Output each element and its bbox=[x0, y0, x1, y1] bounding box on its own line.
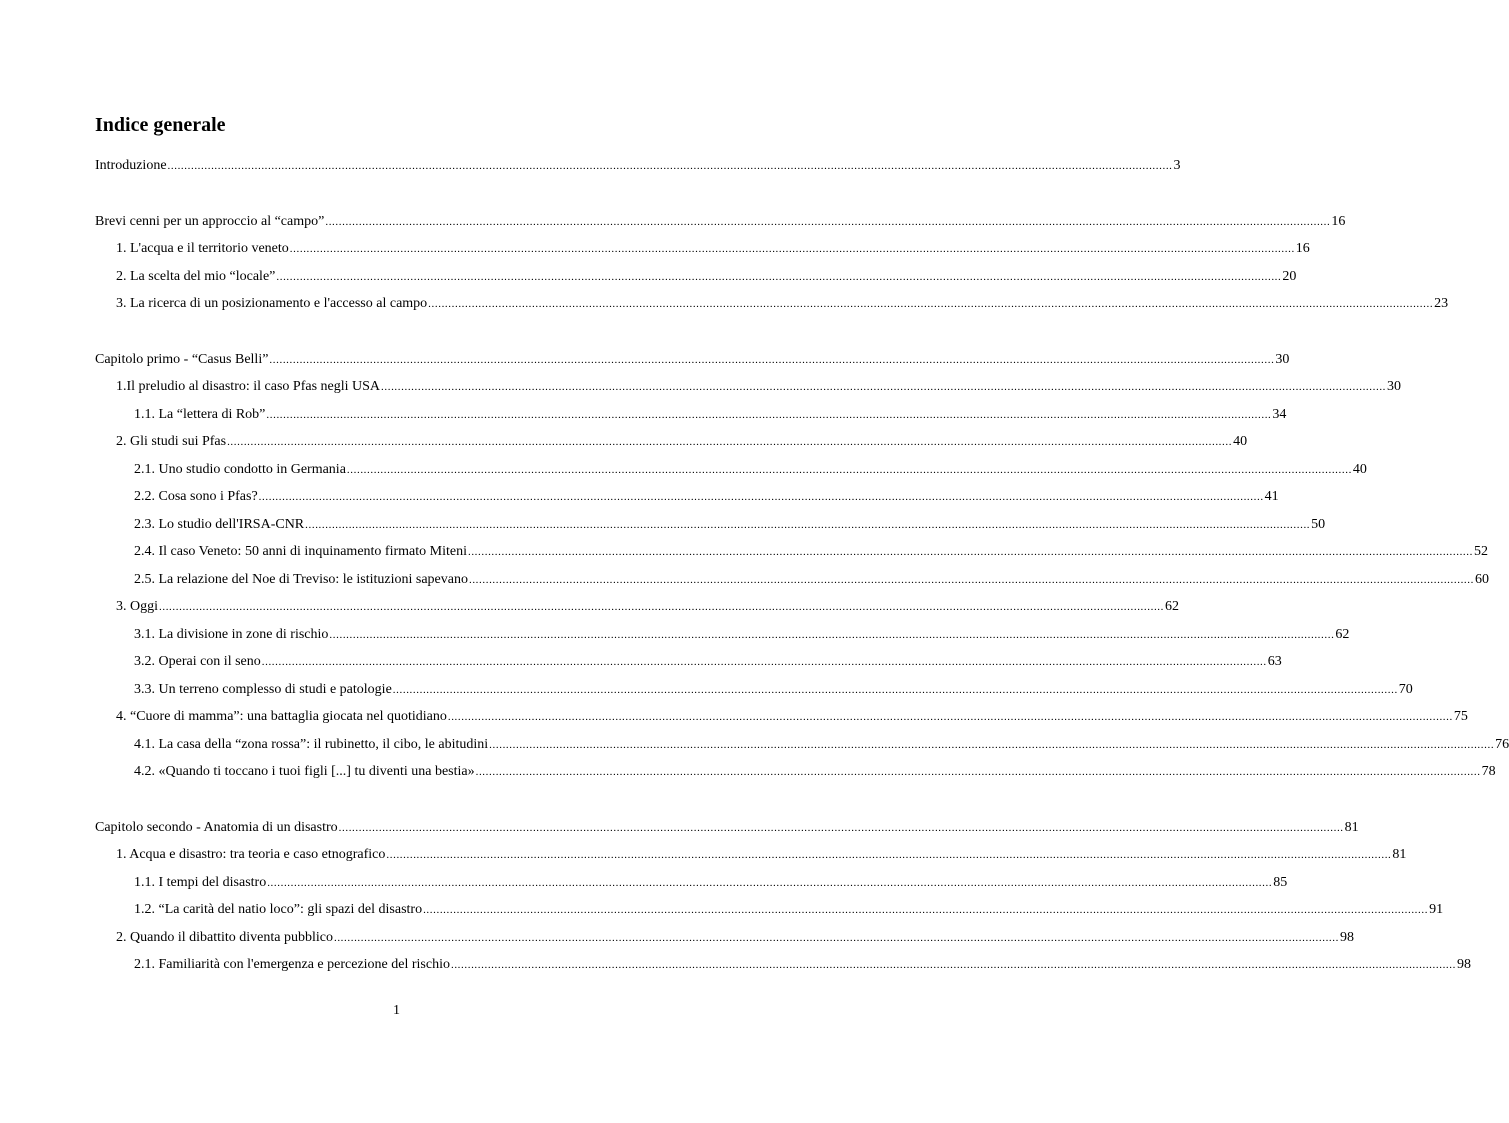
toc-leader-dots: ............................................................................................................................................................................................................................................................................................................ bbox=[325, 216, 1331, 228]
toc-leader-dots: ............................................................................................................................................................................................................................................................................................................ bbox=[159, 601, 1164, 613]
toc-leader-dots: ............................................................................................................................................................................................................................................................................................................ bbox=[428, 298, 1434, 310]
toc-leader-dots: ............................................................................................................................................................................................................................................................................................................ bbox=[261, 656, 1267, 668]
toc-entry-title: 1.1. La “lettera di Rob” bbox=[134, 407, 266, 422]
toc-entry-page: 85 bbox=[1273, 875, 1288, 890]
toc-entry-title: 3.3. Un terreno complesso di studi e patologie bbox=[134, 682, 392, 697]
toc-entry-page: 98 bbox=[1456, 957, 1471, 972]
toc-entry-title: 4. “Cuore di mamma”: una battaglia giocata nel quotidiano bbox=[116, 709, 447, 724]
toc-entry-page: 81 bbox=[1344, 820, 1359, 835]
toc-entry-title: 1. Acqua e disastro: tra teoria e caso etnografico bbox=[116, 847, 386, 862]
toc-entry-page: 98 bbox=[1339, 930, 1354, 945]
toc-entry-page: 62 bbox=[1165, 599, 1179, 614]
toc-entry[interactable] bbox=[134, 542, 1488, 562]
toc-entry-title: Capitolo primo - “Casus Belli” bbox=[95, 352, 269, 367]
toc-entry[interactable] bbox=[134, 515, 1326, 535]
toc-entry-page: 34 bbox=[1272, 407, 1287, 422]
toc-entry[interactable] bbox=[95, 212, 1346, 232]
toc-leader-dots: ............................................................................................................................................................................................................................................................................................................ bbox=[489, 739, 1495, 751]
toc-entry-title: 3.2. Operai con il seno bbox=[134, 654, 261, 669]
toc-entry-page: 52 bbox=[1473, 544, 1488, 559]
page-number: 1 bbox=[393, 1003, 400, 1018]
toc-leader-dots: ............................................................................................................................................................................................................................................................................................................ bbox=[450, 959, 1456, 971]
toc-heading: Indice generale bbox=[95, 114, 226, 136]
toc-entry-page: 91 bbox=[1429, 902, 1444, 917]
toc-entry-page: 40 bbox=[1352, 462, 1367, 477]
toc-leader-dots: ............................................................................................................................................................................................................................................................................................................ bbox=[447, 711, 1453, 723]
toc-entry[interactable] bbox=[134, 680, 1413, 700]
toc-entry-page: 70 bbox=[1398, 682, 1413, 697]
toc-entry[interactable] bbox=[134, 570, 1489, 590]
toc-entry-page: 76 bbox=[1495, 737, 1509, 752]
toc-entry-page: 50 bbox=[1311, 517, 1326, 532]
toc-entry[interactable] bbox=[134, 487, 1279, 507]
toc-entry-page: 78 bbox=[1481, 764, 1496, 779]
toc-entry-page: 16 bbox=[1331, 214, 1346, 229]
toc-entry[interactable] bbox=[116, 707, 1468, 727]
toc-entry[interactable] bbox=[116, 294, 1449, 314]
toc-entry-page: 81 bbox=[1392, 847, 1407, 862]
toc-entry-title: 2. Quando il dibattito diventa pubblico bbox=[116, 930, 333, 945]
toc-entry[interactable] bbox=[116, 267, 1297, 287]
toc-entry-title: 2. Gli studi sui Pfas bbox=[116, 434, 227, 449]
toc-entry[interactable] bbox=[116, 239, 1310, 259]
toc-entry-page: 30 bbox=[1275, 352, 1290, 367]
toc-entry[interactable] bbox=[116, 845, 1407, 865]
toc-entry-title: 2.2. Cosa sono i Pfas? bbox=[134, 489, 258, 504]
toc-entry-page: 23 bbox=[1434, 296, 1449, 311]
toc-entry-title: 2.3. Lo studio dell'IRSA-CNR bbox=[134, 517, 305, 532]
toc-leader-dots: ............................................................................................................................................................................................................................................................................................................ bbox=[423, 904, 1429, 916]
toc-entry[interactable] bbox=[95, 156, 1181, 176]
toc-entry[interactable] bbox=[116, 597, 1179, 617]
toc-entry[interactable] bbox=[134, 955, 1471, 975]
toc-entry-title: 1.Il preludio al disastro: il caso Pfas negli USA bbox=[116, 379, 381, 394]
toc-entry[interactable] bbox=[134, 625, 1350, 645]
toc-leader-dots: ............................................................................................................................................................................................................................................................................................................ bbox=[475, 766, 1481, 778]
toc-leader-dots: ............................................................................................................................................................................................................................................................................................................ bbox=[269, 354, 1275, 366]
toc-entry-title: 2.4. Il caso Veneto: 50 anni di inquinamento firmato Miteni bbox=[134, 544, 467, 559]
toc-entry-page: 62 bbox=[1335, 627, 1350, 642]
toc-leader-dots: ............................................................................................................................................................................................................................................................................................................ bbox=[392, 684, 1398, 696]
toc-entry[interactable] bbox=[116, 377, 1402, 397]
toc-leader-dots: ............................................................................................................................................................................................................................................................................................................ bbox=[338, 822, 1344, 834]
toc-entry[interactable] bbox=[134, 460, 1367, 480]
toc-entry[interactable] bbox=[116, 928, 1354, 948]
toc-entry-title: 1. L'acqua e il territorio veneto bbox=[116, 241, 289, 256]
toc-leader-dots: ............................................................................................................................................................................................................................................................................................................ bbox=[276, 271, 1282, 283]
toc-entry[interactable] bbox=[134, 900, 1444, 920]
toc-leader-dots: ............................................................................................................................................................................................................................................................................................................ bbox=[468, 574, 1474, 586]
toc-entry-page: 30 bbox=[1387, 379, 1402, 394]
toc-entry-page: 60 bbox=[1474, 572, 1489, 587]
toc-leader-dots: ............................................................................................................................................................................................................................................................................................................ bbox=[333, 932, 1339, 944]
toc-entry-page: 3 bbox=[1173, 158, 1181, 173]
toc-leader-dots: ............................................................................................................................................................................................................................................................................................................ bbox=[258, 491, 1264, 503]
toc-entry-title: 2.5. La relazione del Noe di Treviso: le istituzioni sapevano bbox=[134, 572, 468, 587]
toc-entry-title: 2.1. Uno studio condotto in Germania bbox=[134, 462, 346, 477]
toc-leader-dots: ............................................................................................................................................................................................................................................................................................................ bbox=[289, 243, 1295, 255]
toc-leader-dots: ............................................................................................................................................................................................................................................................................................................ bbox=[267, 877, 1273, 889]
toc-entry-title: Introduzione bbox=[95, 158, 167, 173]
toc-leader-dots: ............................................................................................................................................................................................................................................................................................................ bbox=[266, 409, 1272, 421]
toc-entry-title: 1.2. “La carità del natio loco”: gli spazi del disastro bbox=[134, 902, 423, 917]
toc-leader-dots: ............................................................................................................................................................................................................................................................................................................ bbox=[346, 464, 1352, 476]
toc-entry-title: 2.1. Familiarità con l'emergenza e percezione del rischio bbox=[134, 957, 450, 972]
toc-entry[interactable] bbox=[134, 762, 1496, 782]
toc-leader-dots: ............................................................................................................................................................................................................................................................................................................ bbox=[227, 436, 1233, 448]
toc-entry[interactable] bbox=[116, 432, 1248, 452]
toc-entry[interactable] bbox=[95, 818, 1359, 838]
toc-leader-dots: ............................................................................................................................................................................................................................................................................................................ bbox=[467, 546, 1473, 558]
toc-entry-title: 3. La ricerca di un posizionamento e l'accesso al campo bbox=[116, 296, 428, 311]
toc-entry-page: 75 bbox=[1453, 709, 1468, 724]
toc-entry[interactable] bbox=[134, 652, 1282, 672]
toc-entry-title: 2. La scelta del mio “locale” bbox=[116, 269, 276, 284]
toc-entry-title: 4.2. «Quando ti toccano i tuoi figli [...] tu diventi una bestia» bbox=[134, 764, 475, 779]
toc-entry-page: 63 bbox=[1267, 654, 1282, 669]
toc-entry-title: Capitolo secondo - Anatomia di un disastro bbox=[95, 820, 338, 835]
toc-entry-title: 3. Oggi bbox=[116, 599, 158, 614]
toc-entry[interactable] bbox=[134, 873, 1288, 893]
toc-leader-dots: ............................................................................................................................................................................................................................................................................................................ bbox=[167, 160, 1173, 172]
toc-leader-dots: ............................................................................................................................................................................................................................................................................................................ bbox=[381, 381, 1387, 393]
toc-leader-dots: ............................................................................................................................................................................................................................................................................................................ bbox=[329, 629, 1335, 641]
toc-entry-page: 20 bbox=[1282, 269, 1297, 284]
toc-entry[interactable] bbox=[134, 735, 1509, 755]
toc-entry[interactable] bbox=[134, 405, 1287, 425]
toc-entry-page: 16 bbox=[1295, 241, 1310, 256]
toc-leader-dots: ............................................................................................................................................................................................................................................................................................................ bbox=[386, 849, 1392, 861]
toc-entry-title: 1.1. I tempi del disastro bbox=[134, 875, 267, 890]
toc-entry-title: Brevi cenni per un approccio al “campo” bbox=[95, 214, 325, 229]
toc-leader-dots: ............................................................................................................................................................................................................................................................................................................ bbox=[305, 519, 1311, 531]
toc-entry-title: 3.1. La divisione in zone di rischio bbox=[134, 627, 329, 642]
toc-entry-title: 4.1. La casa della “zona rossa”: il rubinetto, il cibo, le abitudini bbox=[134, 737, 489, 752]
toc-entry-page: 41 bbox=[1264, 489, 1279, 504]
toc-entry-page: 40 bbox=[1233, 434, 1248, 449]
toc-entry[interactable] bbox=[95, 350, 1290, 370]
